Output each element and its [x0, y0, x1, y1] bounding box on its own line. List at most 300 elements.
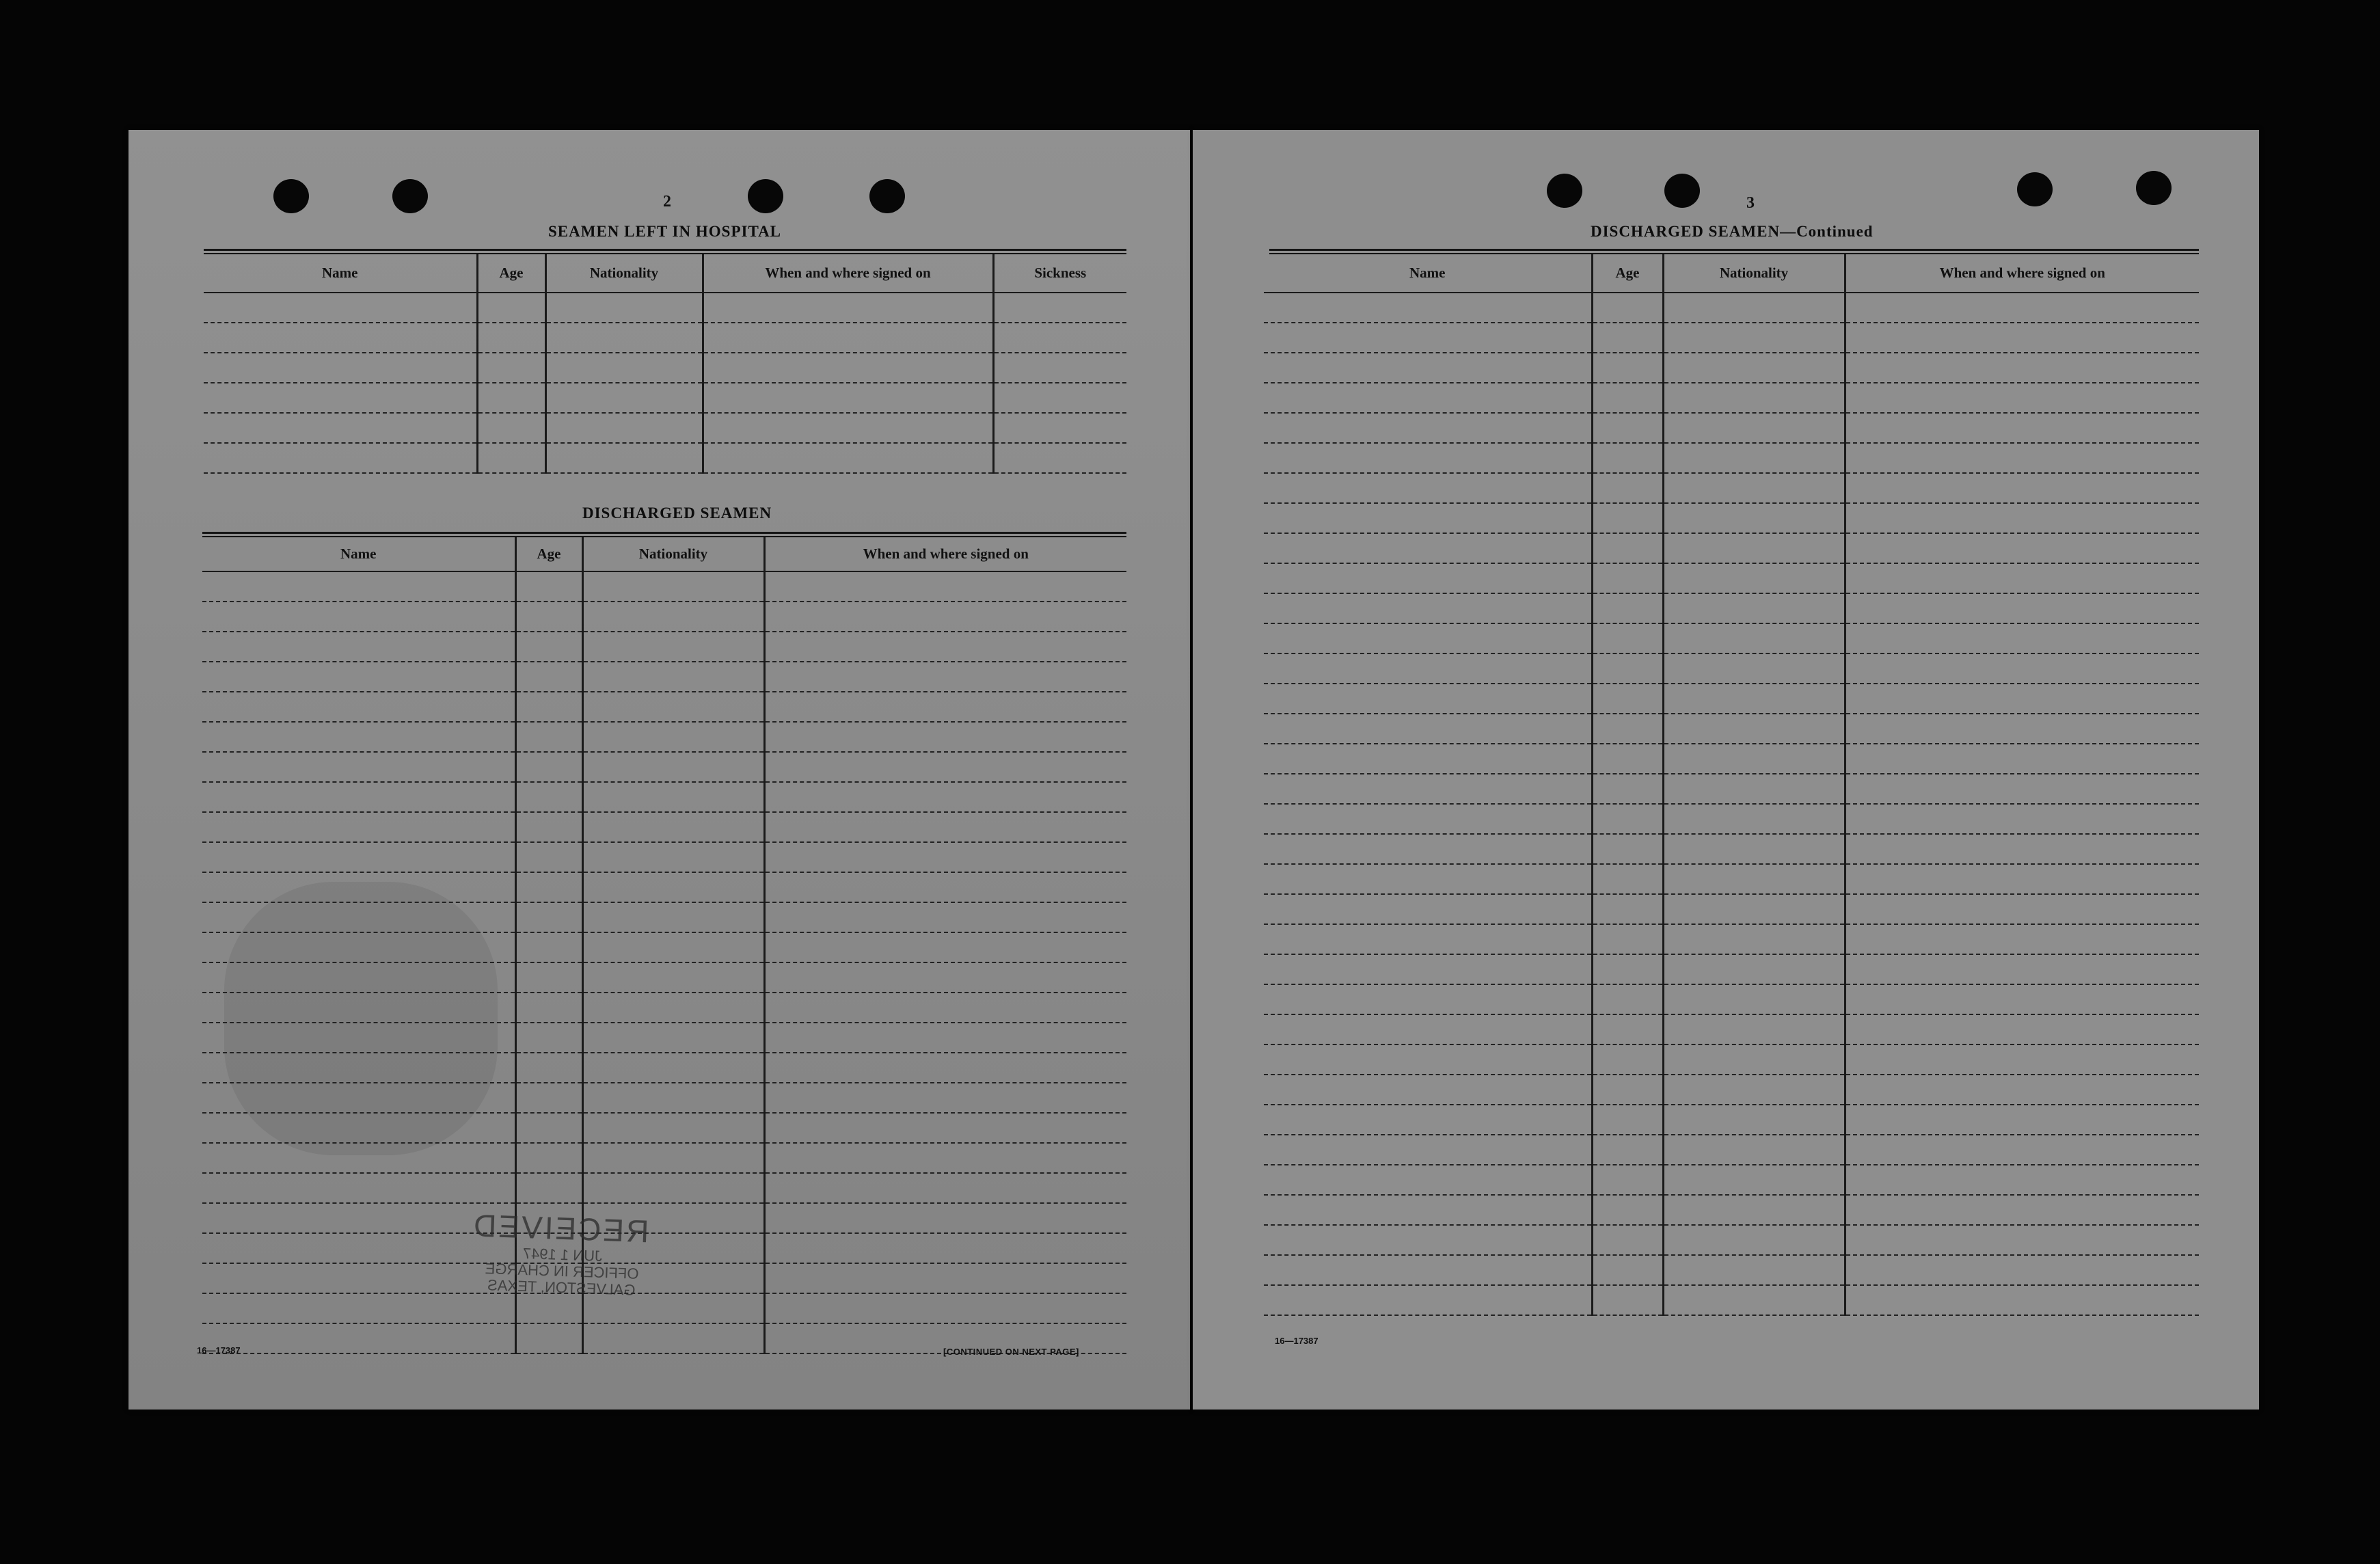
blank-cell	[1845, 774, 2199, 804]
blank-cell	[764, 993, 1126, 1023]
blank-cell	[1592, 473, 1663, 503]
blank-cell	[1592, 353, 1663, 383]
table-row	[1264, 924, 2199, 954]
blank-cell	[545, 353, 703, 383]
table-row	[1264, 653, 2199, 684]
blank-cell	[764, 1053, 1126, 1083]
table-row	[202, 1203, 1126, 1233]
blank-cell	[1592, 894, 1663, 924]
table-row	[1264, 383, 2199, 413]
table-row	[202, 812, 1126, 842]
blank-cell	[1264, 744, 1592, 774]
blank-cell	[1663, 653, 1845, 684]
blank-cell	[582, 602, 764, 632]
blank-cell	[1845, 1135, 2199, 1165]
blank-cell	[202, 993, 515, 1023]
blank-cell	[1663, 1165, 1845, 1195]
blank-cell	[515, 662, 582, 692]
blank-cell	[1264, 1135, 1592, 1165]
blank-cell	[1845, 653, 2199, 684]
blank-cell	[1663, 924, 1845, 954]
blank-cell	[515, 842, 582, 872]
blank-cell	[582, 902, 764, 932]
blank-cell	[202, 1143, 515, 1173]
blank-cell	[202, 1263, 515, 1293]
table-row	[202, 722, 1126, 752]
column-header-sickness: Sickness	[993, 254, 1126, 293]
blank-cell	[202, 812, 515, 842]
blank-cell	[1663, 774, 1845, 804]
blank-cell	[1264, 984, 1592, 1014]
blank-cell	[1264, 563, 1592, 593]
blank-cell	[1663, 834, 1845, 864]
blank-cell	[993, 353, 1126, 383]
table-header-row	[1264, 254, 2199, 293]
blank-cell	[1663, 1135, 1845, 1165]
column-header-signed-on: When and where signed on	[1845, 254, 2199, 293]
blank-cell	[582, 722, 764, 752]
blank-cell	[202, 782, 515, 812]
blank-cell	[1264, 593, 1592, 623]
blank-cell	[764, 1203, 1126, 1233]
blank-cell	[204, 413, 477, 443]
column-header-name: Name	[1264, 254, 1592, 293]
blank-cell	[1264, 533, 1592, 563]
hospital-table	[204, 254, 1126, 474]
blank-cell	[764, 812, 1126, 842]
blank-cell	[1663, 443, 1845, 473]
blank-cell	[764, 842, 1126, 872]
column-header-age: Age	[1592, 254, 1663, 293]
table-row	[1264, 864, 2199, 894]
blank-cell	[1663, 323, 1845, 353]
blank-cell	[1264, 924, 1592, 954]
blank-cell	[1264, 413, 1592, 443]
blank-cell	[1663, 1225, 1845, 1255]
blank-cell	[1592, 714, 1663, 744]
blank-cell	[1264, 1105, 1592, 1135]
column-header-name: Name	[204, 254, 477, 293]
blank-cell	[204, 443, 477, 473]
blank-cell	[703, 293, 993, 323]
blank-cell	[1264, 864, 1592, 894]
blank-cell	[1592, 1195, 1663, 1225]
blank-cell	[1592, 503, 1663, 533]
punch-hole	[1664, 174, 1700, 208]
table-row	[1264, 503, 2199, 533]
blank-cell	[582, 1083, 764, 1113]
blank-cell	[477, 293, 545, 323]
table-row	[1264, 593, 2199, 623]
punch-hole	[869, 179, 905, 213]
blank-cell	[515, 1173, 582, 1203]
blank-cell	[1592, 1135, 1663, 1165]
table-row	[1264, 623, 2199, 653]
discharged-section-title: DISCHARGED SEAMEN	[582, 504, 772, 522]
table-row	[202, 1143, 1126, 1173]
column-header-nationality: Nationality	[545, 254, 703, 293]
column-header-nationality: Nationality	[1663, 254, 1845, 293]
blank-cell	[202, 662, 515, 692]
right-page	[1193, 130, 2259, 1410]
blank-cell	[1592, 383, 1663, 413]
blank-cell	[1663, 503, 1845, 533]
blank-cell	[545, 293, 703, 323]
table-row	[202, 692, 1126, 722]
form-code: 16—17387	[197, 1345, 241, 1356]
blank-cell	[1592, 804, 1663, 834]
blank-cell	[1845, 864, 2199, 894]
blank-cell	[1592, 1165, 1663, 1195]
table-row	[202, 782, 1126, 812]
discharged-continued-title: DISCHARGED SEAMEN—Continued	[1591, 223, 1874, 240]
blank-cell	[1592, 744, 1663, 774]
table-row	[202, 932, 1126, 962]
table-header-row	[204, 254, 1126, 293]
blank-cell	[202, 962, 515, 993]
table-row	[1264, 1255, 2199, 1285]
table-row	[1264, 1075, 2199, 1105]
blank-cell	[1592, 1105, 1663, 1135]
blank-cell	[1845, 1075, 2199, 1105]
blank-cell	[1663, 954, 1845, 984]
blank-cell	[202, 602, 515, 632]
blank-cell	[1663, 714, 1845, 744]
blank-cell	[764, 1113, 1126, 1143]
punch-hole	[2136, 171, 2172, 205]
blank-cell	[202, 1293, 515, 1323]
blank-cell	[764, 1023, 1126, 1053]
column-header-nationality: Nationality	[582, 537, 764, 571]
blank-cell	[764, 1263, 1126, 1293]
blank-cell	[1845, 383, 2199, 413]
blank-cell	[1845, 413, 2199, 443]
blank-cell	[1592, 1044, 1663, 1075]
blank-cell	[515, 1053, 582, 1083]
blank-cell	[1592, 1075, 1663, 1105]
blank-cell	[477, 413, 545, 443]
section-rule	[202, 532, 1126, 534]
table-row	[202, 1233, 1126, 1263]
blank-cell	[202, 902, 515, 932]
column-header-signed-on: When and where signed on	[703, 254, 993, 293]
blank-cell	[515, 602, 582, 632]
blank-cell	[1845, 684, 2199, 714]
blank-cell	[515, 782, 582, 812]
blank-cell	[1264, 653, 1592, 684]
blank-cell	[202, 722, 515, 752]
table-row	[1264, 744, 2199, 774]
blank-cell	[764, 962, 1126, 993]
blank-cell	[202, 1083, 515, 1113]
table-row	[1264, 894, 2199, 924]
column-header-name: Name	[202, 537, 515, 571]
blank-cell	[1264, 804, 1592, 834]
blank-cell	[1592, 1255, 1663, 1285]
blank-cell	[1592, 684, 1663, 714]
blank-cell	[703, 323, 993, 353]
continued-note: [CONTINUED ON NEXT PAGE]	[943, 1347, 1079, 1357]
table-row	[1264, 714, 2199, 744]
blank-cell	[582, 962, 764, 993]
punch-hole	[273, 179, 309, 213]
blank-cell	[1592, 1225, 1663, 1255]
blank-cell	[703, 443, 993, 473]
blank-cell	[764, 902, 1126, 932]
blank-cell	[1663, 1195, 1845, 1225]
table-row	[202, 632, 1126, 662]
table-row	[202, 1293, 1126, 1323]
blank-cell	[1663, 804, 1845, 834]
page-number: 2	[663, 193, 671, 211]
table-row	[1264, 473, 2199, 503]
blank-cell	[582, 1323, 764, 1353]
blank-cell	[582, 812, 764, 842]
blank-cell	[1592, 1285, 1663, 1315]
blank-cell	[1663, 473, 1845, 503]
blank-cell	[1663, 864, 1845, 894]
table-row	[202, 571, 1126, 602]
table-row	[1264, 804, 2199, 834]
blank-cell	[1663, 563, 1845, 593]
punch-hole	[1547, 174, 1582, 208]
blank-cell	[1845, 954, 2199, 984]
blank-cell	[1845, 924, 2199, 954]
table-row	[202, 993, 1126, 1023]
blank-cell	[1264, 503, 1592, 533]
blank-cell	[703, 383, 993, 413]
table-row	[204, 383, 1126, 413]
blank-cell	[1663, 1075, 1845, 1105]
blank-cell	[703, 413, 993, 443]
blank-cell	[202, 1203, 515, 1233]
blank-cell	[1845, 323, 2199, 353]
blank-cell	[1663, 684, 1845, 714]
blank-cell	[1592, 623, 1663, 653]
blank-cell	[1663, 413, 1845, 443]
table-row	[1264, 1014, 2199, 1044]
blank-cell	[1592, 443, 1663, 473]
blank-cell	[515, 692, 582, 722]
blank-cell	[764, 1143, 1126, 1173]
blank-cell	[1264, 473, 1592, 503]
table-header-row	[202, 537, 1126, 571]
blank-cell	[515, 872, 582, 902]
blank-cell	[202, 1023, 515, 1053]
blank-cell	[1845, 714, 2199, 744]
blank-cell	[1845, 1165, 2199, 1195]
table-row	[1264, 533, 2199, 563]
table-row	[1264, 563, 2199, 593]
blank-cell	[477, 443, 545, 473]
stamp-line: GALVESTON, TEXAS	[487, 1276, 636, 1299]
blank-cell	[1264, 1225, 1592, 1255]
table-row	[1264, 1135, 2199, 1165]
blank-cell	[582, 1053, 764, 1083]
blank-cell	[477, 353, 545, 383]
stamp-line: OFFICER IN CHARGE	[485, 1260, 639, 1282]
blank-cell	[1592, 323, 1663, 353]
table-row	[202, 1053, 1126, 1083]
blank-cell	[764, 752, 1126, 782]
blank-cell	[582, 632, 764, 662]
blank-cell	[1592, 834, 1663, 864]
blank-cell	[1845, 1285, 2199, 1315]
blank-cell	[1845, 503, 2199, 533]
blank-cell	[582, 1113, 764, 1143]
blank-cell	[582, 752, 764, 782]
blank-cell	[1845, 533, 2199, 563]
blank-cell	[1663, 293, 1845, 323]
blank-cell	[764, 1173, 1126, 1203]
blank-cell	[204, 383, 477, 413]
blank-cell	[1845, 563, 2199, 593]
blank-cell	[764, 692, 1126, 722]
blank-cell	[515, 812, 582, 842]
blank-cell	[1592, 533, 1663, 563]
punch-hole	[2017, 172, 2053, 206]
blank-cell	[477, 323, 545, 353]
punch-hole	[392, 179, 428, 213]
blank-cell	[1845, 834, 2199, 864]
blank-cell	[1592, 1014, 1663, 1044]
blank-cell	[515, 902, 582, 932]
table-row	[202, 752, 1126, 782]
blank-cell	[1845, 1105, 2199, 1135]
blank-cell	[582, 842, 764, 872]
blank-cell	[1592, 653, 1663, 684]
table-row	[1264, 1165, 2199, 1195]
blank-cell	[515, 1143, 582, 1173]
blank-cell	[545, 413, 703, 443]
table-row	[1264, 1044, 2199, 1075]
blank-cell	[1663, 1105, 1845, 1135]
blank-cell	[1264, 623, 1592, 653]
blank-cell	[1663, 593, 1845, 623]
table-row	[202, 872, 1126, 902]
blank-cell	[764, 782, 1126, 812]
blank-cell	[764, 872, 1126, 902]
blank-cell	[202, 1113, 515, 1143]
table-row	[202, 1173, 1126, 1203]
blank-cell	[515, 962, 582, 993]
blank-cell	[202, 842, 515, 872]
table-row	[1264, 413, 2199, 443]
table-row	[1264, 774, 2199, 804]
blank-cell	[1845, 1225, 2199, 1255]
blank-cell	[582, 993, 764, 1023]
table-row	[1264, 1225, 2199, 1255]
blank-cell	[1592, 293, 1663, 323]
blank-cell	[1845, 804, 2199, 834]
table-row	[202, 662, 1126, 692]
blank-cell	[1264, 774, 1592, 804]
table-row	[202, 1023, 1126, 1053]
blank-cell	[1663, 1285, 1845, 1315]
blank-cell	[204, 353, 477, 383]
blank-cell	[204, 323, 477, 353]
blank-cell	[202, 932, 515, 962]
blank-cell	[202, 571, 515, 602]
blank-cell	[1592, 864, 1663, 894]
blank-cell	[582, 932, 764, 962]
blank-cell	[582, 782, 764, 812]
blank-cell	[1264, 714, 1592, 744]
blank-cell	[1592, 924, 1663, 954]
table-row	[202, 902, 1126, 932]
column-header-signed-on: When and where signed on	[764, 537, 1126, 571]
blank-cell	[764, 932, 1126, 962]
blank-cell	[1663, 1044, 1845, 1075]
blank-cell	[1264, 1285, 1592, 1315]
blank-cell	[1663, 984, 1845, 1014]
blank-cell	[993, 413, 1126, 443]
blank-cell	[582, 692, 764, 722]
blank-cell	[202, 1053, 515, 1083]
table-row	[1264, 834, 2199, 864]
blank-cell	[204, 293, 477, 323]
table-row	[1264, 1285, 2199, 1315]
blank-cell	[515, 1023, 582, 1053]
blank-cell	[1845, 1195, 2199, 1225]
table-row	[202, 602, 1126, 632]
table-row	[204, 443, 1126, 473]
blank-cell	[1592, 593, 1663, 623]
blank-cell	[1663, 744, 1845, 774]
blank-cell	[1264, 1165, 1592, 1195]
blank-cell	[1592, 984, 1663, 1014]
blank-cell	[1264, 894, 1592, 924]
blank-cell	[1845, 473, 2199, 503]
blank-cell	[1845, 443, 2199, 473]
blank-cell	[1264, 383, 1592, 413]
blank-cell	[202, 1323, 515, 1353]
blank-cell	[1264, 443, 1592, 473]
table-row	[1264, 984, 2199, 1014]
blank-cell	[582, 1173, 764, 1203]
blank-cell	[993, 323, 1126, 353]
blank-cell	[1845, 1255, 2199, 1285]
blank-cell	[515, 993, 582, 1023]
table-row	[1264, 353, 2199, 383]
table-row	[204, 293, 1126, 323]
blank-cell	[515, 571, 582, 602]
blank-cell	[1264, 1075, 1592, 1105]
blank-cell	[764, 1083, 1126, 1113]
blank-cell	[1264, 323, 1592, 353]
blank-cell	[1264, 1044, 1592, 1075]
blank-cell	[1845, 1014, 2199, 1044]
blank-cell	[1663, 623, 1845, 653]
table-row	[1264, 1195, 2199, 1225]
blank-cell	[582, 662, 764, 692]
blank-cell	[202, 632, 515, 662]
blank-cell	[764, 1293, 1126, 1323]
stamp-line: RECEIVED	[471, 1207, 650, 1250]
blank-cell	[582, 571, 764, 602]
blank-cell	[545, 443, 703, 473]
blank-cell	[1663, 353, 1845, 383]
blank-cell	[515, 932, 582, 962]
blank-cell	[1845, 593, 2199, 623]
blank-cell	[202, 692, 515, 722]
blank-cell	[1264, 1195, 1592, 1225]
blank-cell	[764, 1233, 1126, 1263]
blank-cell	[202, 752, 515, 782]
column-header-age: Age	[515, 537, 582, 571]
blank-cell	[1264, 834, 1592, 864]
blank-cell	[515, 1083, 582, 1113]
